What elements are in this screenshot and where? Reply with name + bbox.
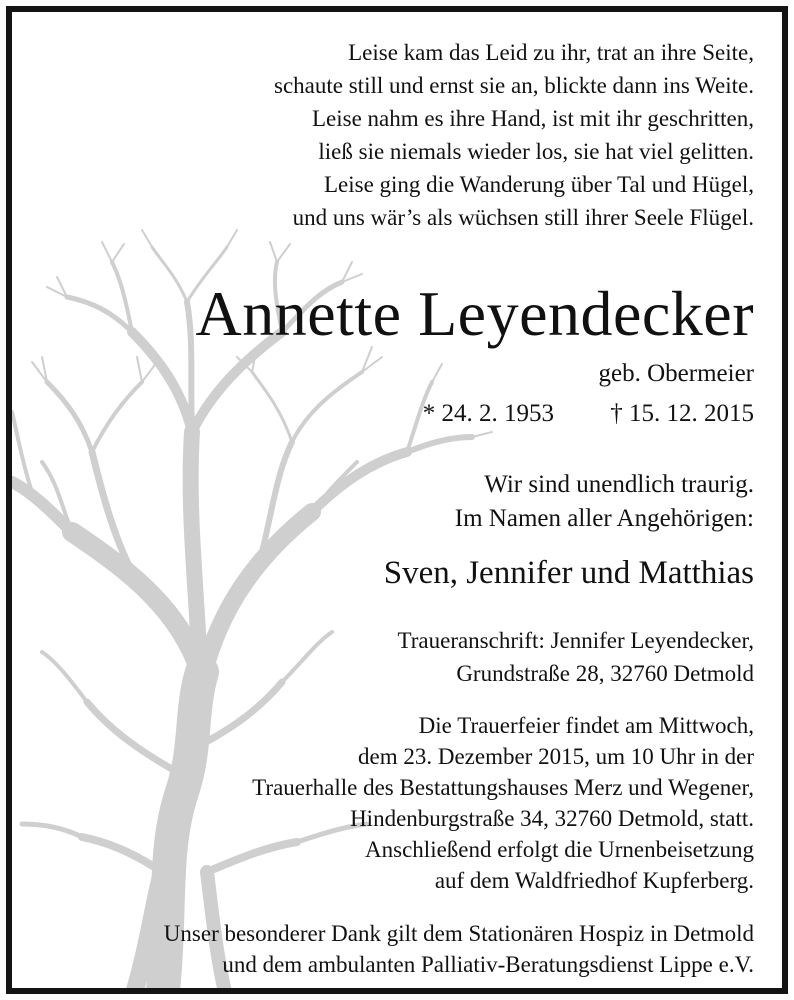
poem-line: Leise kam das Leid zu ihr, trat an ihre Seite, bbox=[348, 40, 754, 65]
obituary-frame bbox=[6, 6, 788, 994]
birth-date: * 24. 2. 1953 bbox=[422, 400, 554, 427]
poem bbox=[274, 36, 754, 234]
mourning-statement bbox=[455, 468, 754, 536]
address-line: Traueranschrift: Jennifer Leyendecker, bbox=[397, 628, 754, 653]
funeral-service-info bbox=[252, 710, 754, 896]
service-line: auf dem Waldfriedhof Kupferberg. bbox=[434, 868, 754, 893]
acknowledgement-line: und dem ambulanten Palliativ-Beratungsdienst Lippe e.V. bbox=[222, 952, 754, 977]
poem-line: schaute still und ernst sie an, blickte dann ins Weite. bbox=[274, 73, 754, 98]
address-line: Grundstraße 28, 32760 Detmold bbox=[456, 661, 754, 686]
mourning-address bbox=[398, 624, 755, 690]
maiden-name: geb. Obermeier bbox=[598, 360, 754, 387]
service-line: Hindenburgstraße 34, 32760 Detmold, statt. bbox=[350, 806, 754, 831]
mourning-line: Im Namen aller Angehörigen: bbox=[454, 505, 754, 532]
life-dates bbox=[423, 397, 754, 431]
obituary-content bbox=[12, 12, 788, 994]
poem-line: Leise nahm es ihre Hand, ist mit ihr geschritten, bbox=[312, 106, 754, 131]
poem-line: Leise ging die Wanderung über Tal und Hügel, bbox=[323, 172, 754, 197]
death-date: † 15. 12. 2015 bbox=[610, 400, 754, 427]
family-names: Sven, Jennifer und Matthias bbox=[383, 555, 754, 591]
poem-line: und uns wär’s als wüchsen still ihrer Seele Flügel. bbox=[292, 205, 754, 230]
service-line: dem 23. Dezember 2015, um 10 Uhr in der bbox=[357, 744, 754, 769]
deceased-name: Annette Leyendecker bbox=[195, 278, 754, 349]
mourning-line: Wir sind unendlich traurig. bbox=[484, 471, 754, 498]
poem-line: ließ sie niemals wieder los, sie hat viel gelitten. bbox=[318, 139, 754, 164]
acknowledgement-line: Unser besonderer Dank gilt dem Stationären Hospiz in Detmold bbox=[163, 921, 754, 946]
service-line: Trauerhalle des Bestattungshauses Merz und Wegener, bbox=[252, 775, 754, 800]
acknowledgement bbox=[164, 918, 754, 980]
service-line: Anschließend erfolgt die Urnenbeisetzung bbox=[365, 837, 754, 862]
service-line: Die Trauerfeier findet am Mittwoch, bbox=[418, 713, 754, 738]
